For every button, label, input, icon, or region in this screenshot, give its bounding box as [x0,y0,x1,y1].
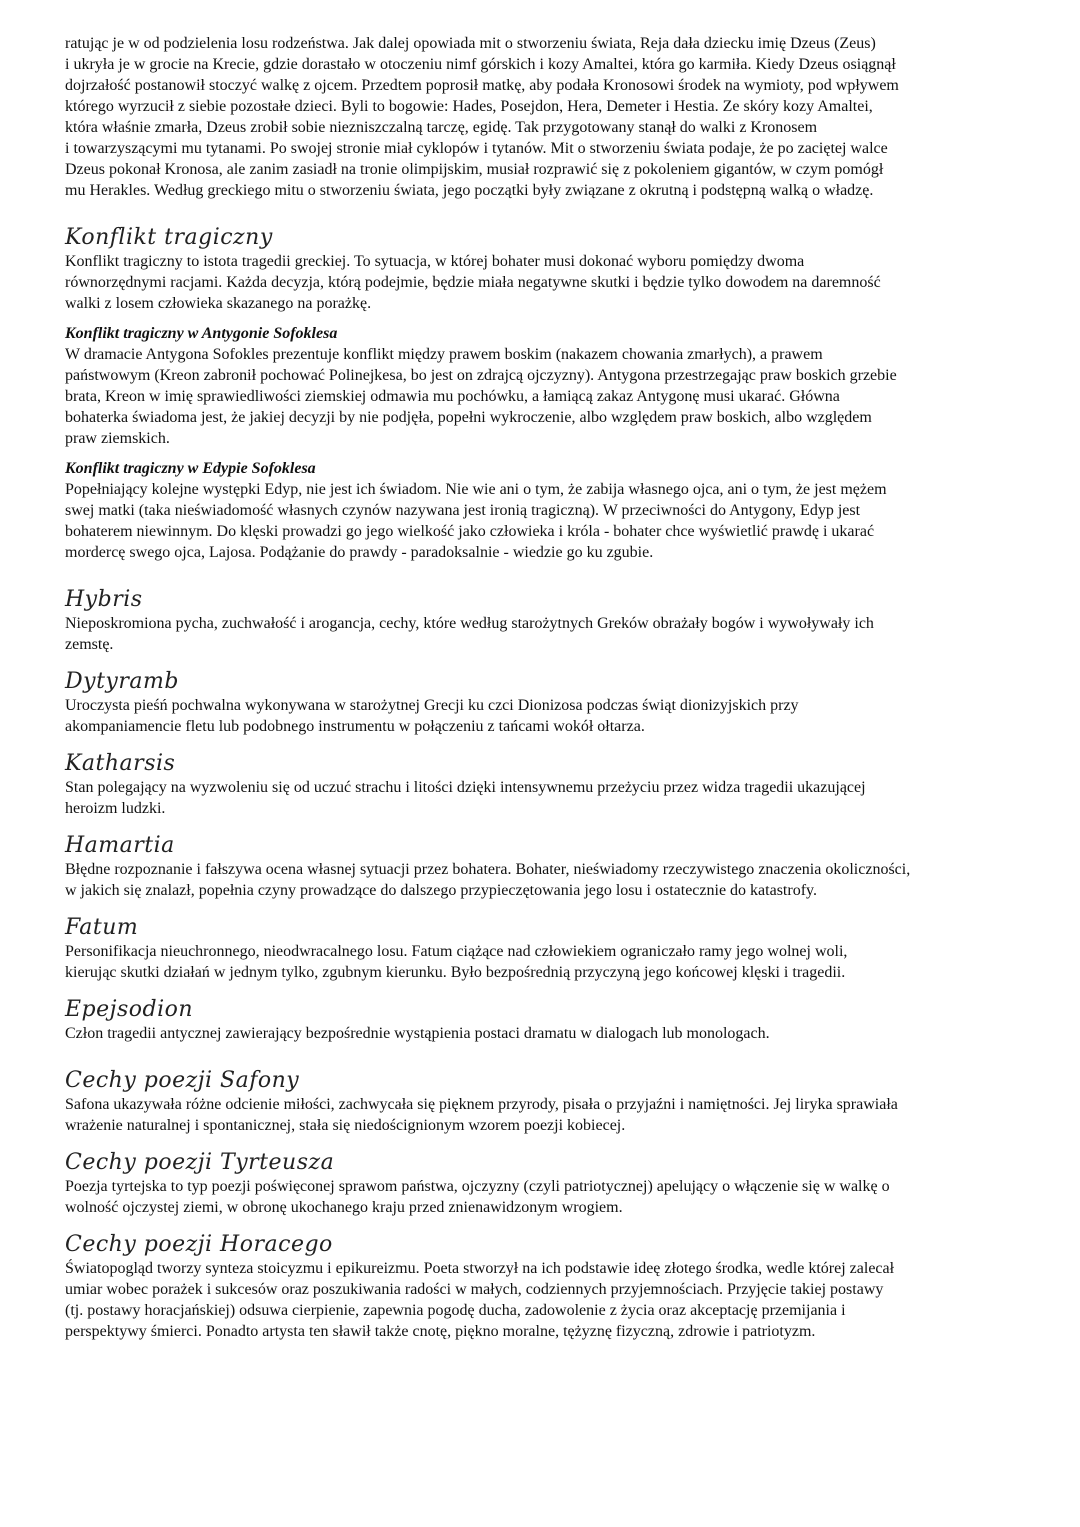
text-line: kierując skutki działań w jednym tylko, zgubnym kierunku. Było bezpośrednią przyczyną jego końcowej klęski i tragedii. [65,964,846,981]
text-line: państwowym (Kreon zabronił pochować Polinejkesa, bo jest on zdrajcą ojczyzny). Antygona przestrzegając praw boskich grzebie [65,367,897,384]
text-line: mordercę swego ojca, Lajosa. Podążanie do prawdy - paradoksalnie - wiedzie go ku zgubie. [65,544,654,561]
section-body [65,859,1025,901]
text-line: bohaterem niewinnym. Do klęski prowadzi go jego wielkość jako człowieka i króla - bohater chce wyświetlić prawdę i ukarać [65,523,875,540]
text-line: Personifikacja nieuchronnego, nieodwracalnego losu. Fatum ciążące nad człowiekiem ograniczało ramy jego wolnej woli, [65,943,848,960]
subsection-heading: Konflikt tragiczny w Antygonie Sofoklesa [65,325,338,342]
section-body [65,251,1025,314]
text-line: akompaniamencie fletu lub podobnego instrumentu w połączeniu z tańcami wokół ołtarza. [65,718,645,735]
section-body [65,613,1025,655]
text-line: bohaterka świadoma jest, że jakiej decyzji by nie podjęła, popełni wykroczenie, albo względem praw boskich, albo względem [65,409,872,426]
section-konflikt-tragiczny [65,225,1025,563]
section-heading: Cechy poezji Horacego [65,1232,333,1257]
section-epejsodion [65,997,1025,1044]
text-line: walki z losem człowieka skazanego na porażkę. [65,295,372,312]
subsection-body [65,344,1025,449]
section-fatum [65,915,1025,983]
subsection-heading: Konflikt tragiczny w Edypie Sofoklesa [65,460,316,477]
section-heading: Dytyramb [65,669,179,694]
text-line: Błędne rozpoznanie i fałszywa ocena własnej sytuacji przez bohatera. Bohater, nieświadomy rzeczywistego znaczenia okoliczności, [65,861,911,878]
text-line: w jakich się znalazł, popełnia czyny prowadzące do dalszego przypieczętowania jego losu i ostatecznie do katastrofy. [65,882,817,899]
text-line: dojrzałość postanowił stoczyć walkę z ojcem. Przedtem poprosił matkę, aby podała Kronosowi środek na wymioty, pod wpływem [65,77,899,94]
section-cechy-poezji-safony [65,1068,1025,1136]
section-hamartia [65,833,1025,901]
section-body [65,1176,1025,1218]
text-line: (tj. postawy horacjańskiej) odsuwa cierpienie, zapewnia pogodę ducha, zadowolenie z życia oraz akceptację przemijania i [65,1302,846,1319]
text-line: która właśnie zmarła, Dzeus zrobił sobie niezniszczalną tarczę, egidę. Tak przygotowany stanął do walki z Kronosem [65,119,818,136]
section-cechy-poezji-horacego [65,1232,1025,1342]
text-line: Uroczysta pieśń pochwalna wykonywana w starożytnej Grecji ku czci Dionizosa podczas świąt dionizyjskich przy [65,697,799,714]
section-heading: Fatum [65,915,139,940]
section-heading: Cechy poezji Safony [65,1068,300,1093]
text-line: Stan polegający na wyzwoleniu się od uczuć strachu i litości dzięki intensywnemu przeżyciu przez widza tragedii ukazującej [65,779,866,796]
text-line: zemstę. [65,636,114,653]
text-line: równorzędnymi racjami. Każda decyzja, którą podejmie, będzie miała negatywne skutki i będzie tylko dowodem na daremność [65,274,881,291]
text-line: umiar wobec porażek i sukcesów oraz poszukiwania radości w małych, codziennych przyjemnościach. Przyjęcie takiej postawy [65,1281,884,1298]
text-line: ratując je w od podzielenia losu rodzeństwa. Jak dalej opowiada mit o stworzeniu świata, Reja dała dziecku imię Dzeus (Zeus) [65,35,876,52]
text-line: którego wyrzucił z siebie pozostałe dzieci. Byli to bogowie: Hades, Posejdon, Hera, Demeter i Hestia. Ze skóry kozy Amaltei, [65,98,873,115]
text-line: mu Herakles. Według greckiego mitu o stworzeniu świata, jego początki były związane z okrutną i podstępną walką o władzę. [65,182,874,199]
text-line: Człon tragedii antycznej zawierający bezpośrednie wystąpienia postaci dramatu w dialogach lub monologach. [65,1025,770,1042]
section-heading: Hamartia [65,833,175,858]
section-heading: Epejsodion [65,997,194,1022]
section-body [65,777,1025,819]
text-line: Konflikt tragiczny to istota tragedii greckiej. To sytuacja, w której bohater musi dokonać wyboru pomiędzy dwoma [65,253,805,270]
section-katharsis [65,751,1025,819]
text-line: Safona ukazywała różne odcienie miłości, zachwycała się pięknem przyrody, pisała o przyjaźni i namiętności. Jej liryka sprawiała [65,1096,898,1113]
text-line: i ukryła je w grocie na Krecie, gdzie dorastało w otoczeniu nimf górskich i kozy Amaltei, która go karmiła. Kiedy Dzeus osiągnął [65,56,896,73]
section-heading: Cechy poezji Tyrteusza [65,1150,335,1175]
text-line: Dzeus pokonał Kronosa, ale zanim zasiadł na tronie olimpijskim, musiał rozprawić się z pokoleniem gigantów, w czym pomógł [65,161,884,178]
text-line: swej matki (taka nieświadomość własnych czynów nazywana jest ironią tragiczną). W przeciwności do Antygony, Edyp jest [65,502,861,519]
text-line: Poezja tyrtejska to typ poezji poświęconej sprawom państwa, ojczyzny (czyli patriotycznej) apelujący o włączenie się w walkę o [65,1178,890,1195]
text-line: Światopogląd tworzy synteza stoicyzmu i epikureizmu. Poeta stworzył na ich podstawie ideę złotego środka, wedle której zalecał [65,1260,895,1277]
subsection-body [65,479,1025,563]
section-body [65,1094,1025,1136]
text-line: wolność ojczystej ziemi, w obronę ukochanego kraju przed znienawidzonym wrogiem. [65,1199,623,1216]
section-cechy-poezji-tyrteusza [65,1150,1025,1218]
text-line: i towarzyszącymi mu tytanami. Po swojej stronie miał cyklopów i tytanów. Mit o stworzeniu świata podaje, że po zaciętej walce [65,140,888,157]
text-line: perspektywy śmierci. Ponadto artysta ten sławił także cnotę, piękno moralne, tężyznę fizyczną, zdrowie i patriotyzm. [65,1323,816,1340]
text-line: wrażenie naturalnej i spontanicznej, stała się niedoścignionym wzorem poezji kobiecej. [65,1117,626,1134]
section-heading: Konflikt tragiczny [65,225,273,250]
document-page [65,33,1025,1342]
section-hybris [65,587,1025,655]
intro-paragraph [65,33,1025,201]
section-body [65,1023,1025,1044]
section-body [65,941,1025,983]
text-line: praw ziemskich. [65,430,170,447]
section-heading: Katharsis [65,751,176,776]
section-body [65,695,1025,737]
text-line: Popełniający kolejne występki Edyp, nie jest ich świadom. Nie wie ani o tym, że zabija własnego ojca, ani o tym, że jest mężem [65,481,887,498]
section-dytyramb [65,669,1025,737]
sections [65,225,1025,1342]
text-line: brata, Kreon w imię sprawiedliwości ziemskiej odmawia mu pochówku, a łamiącą zakaz Antygonę musi ukarać. Główna [65,388,840,405]
text-line: W dramacie Antygona Sofokles prezentuje konflikt między prawem boskim (nakazem chowania zmarłych), a prawem [65,346,823,363]
section-heading: Hybris [65,587,143,612]
text-line: heroizm ludzki. [65,800,166,817]
text-line: Nieposkromiona pycha, zuchwałość i arogancja, cechy, które według starożytnych Greków obrażały bogów i wywoływały ich [65,615,874,632]
section-body [65,1258,1025,1342]
